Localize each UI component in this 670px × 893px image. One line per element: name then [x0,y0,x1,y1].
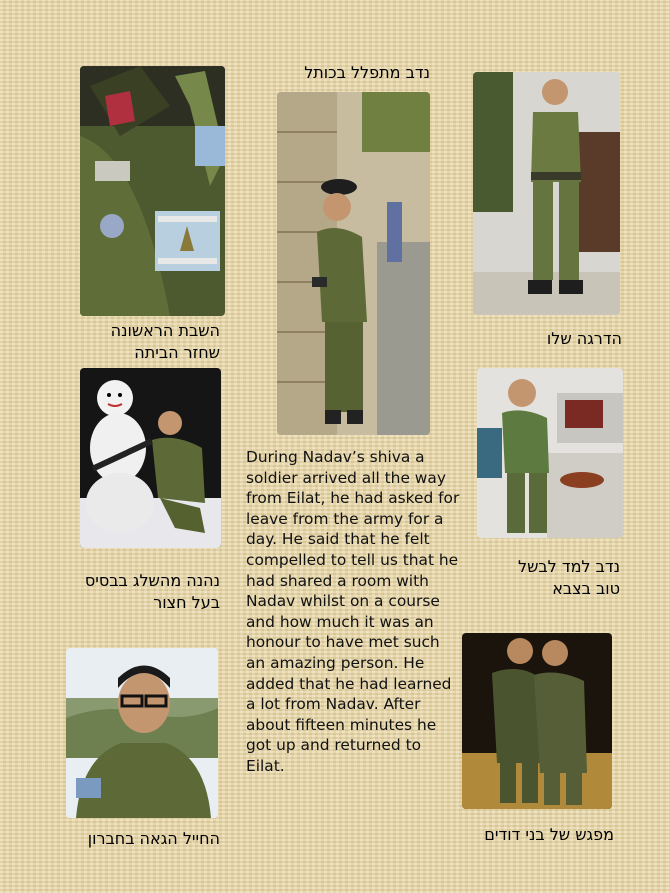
caption-hebron: החייל הגאה בחברון [87,829,220,848]
snowman-photo [80,368,221,548]
cousins-photo [462,633,612,809]
caption-snow-line2: בעל חצור [153,593,220,612]
caption-cooking-line1: נדב למד לבשל [517,557,620,576]
caption-first-shabbat-line2: שחזר הביתה [134,343,220,362]
uniform-insignia-photo [80,66,225,316]
caption-first-shabbat-line1: השבת הראשונה [110,321,220,340]
western-wall-photo [277,92,430,435]
caption-cooking-line2: טוב בצבא [552,579,620,598]
caption-snow-line1: נהנה מהשלג בבסיס [84,571,220,590]
hebron-portrait-photo [66,648,218,818]
caption-western-wall: נדב מתפלל בכותל [304,63,430,82]
story-text: During Nadav’s shiva a soldier arrived all the way from Eilat, he had asked for leave from the army for a day. He said that he felt compelled to tell us that he had shared a room with Nadav whilst on a course and how much it was an honour to have met such an amazing person. He added that he had learned a lot from Nadav. After about fifteen minutes he got up and returned to Eilat. [246,448,460,775]
soldier-standing-photo [473,72,620,315]
caption-cousins: מפגש של בני דודים [484,825,614,844]
caption-rank: הדרגה שלו [546,329,622,348]
cooking-photo [477,368,623,538]
